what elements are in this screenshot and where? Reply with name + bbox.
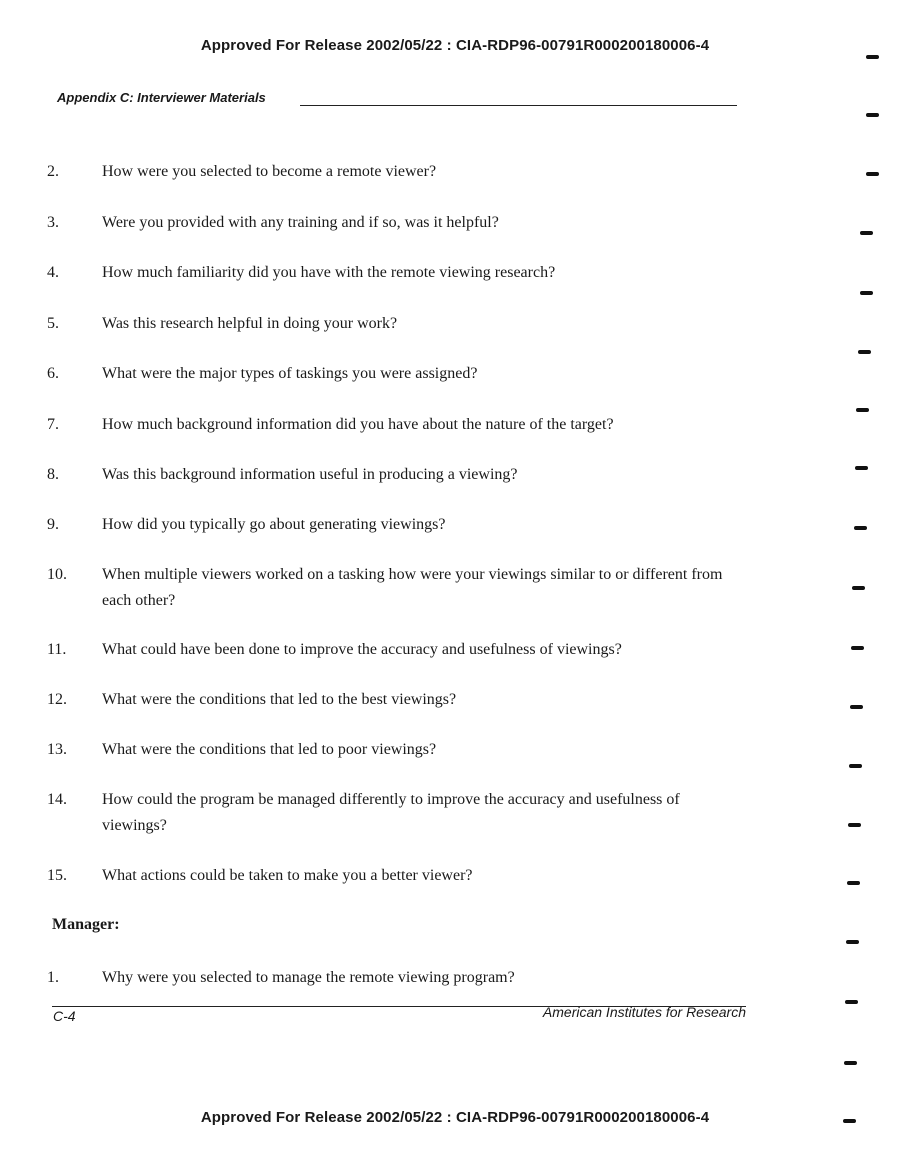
- footer-organization: American Institutes for Research: [542, 1004, 746, 1020]
- scan-edge-mark: [846, 940, 859, 944]
- scan-edge-mark: [866, 113, 879, 117]
- manager-heading: Manager:: [52, 916, 120, 933]
- scan-edge-mark: [858, 350, 871, 354]
- question-text: Was this research helpful in doing your work?: [102, 315, 398, 332]
- scan-edge-mark: [843, 1119, 856, 1123]
- question-number: 2.: [47, 163, 59, 180]
- question-number: 11.: [47, 641, 67, 658]
- question-number: 14.: [47, 791, 67, 808]
- question-text: What were the major types of taskings you were assigned?: [102, 365, 478, 382]
- question-number: 15.: [47, 867, 67, 884]
- question-number: 10.: [47, 566, 67, 583]
- question-text: When multiple viewers worked on a tasking how were your viewings similar to or different from each other?: [102, 566, 723, 609]
- scan-edge-mark: [866, 172, 879, 176]
- question-number: 5.: [47, 315, 59, 332]
- question-text: How did you typically go about generating viewings?: [102, 516, 446, 533]
- question-number: 12.: [47, 691, 67, 708]
- scan-edge-mark: [855, 466, 868, 470]
- question-number: 3.: [47, 214, 59, 231]
- question-text: What were the conditions that led to poor viewings?: [102, 741, 437, 758]
- page-number: C-4: [53, 1008, 76, 1024]
- question-number: 9.: [47, 516, 59, 533]
- question-number: 6.: [47, 365, 59, 382]
- scan-edge-mark: [847, 881, 860, 885]
- release-footer: Approved For Release 2002/05/22 : CIA-RDP96-00791R000200180006-4: [200, 1109, 710, 1126]
- scan-edge-mark: [849, 764, 862, 768]
- release-header: Approved For Release 2002/05/22 : CIA-RDP96-00791R000200180006-4: [200, 37, 710, 54]
- scan-edge-mark: [866, 55, 879, 59]
- scan-edge-mark: [856, 408, 869, 412]
- scan-edge-mark: [851, 646, 864, 650]
- question-text: Was this background information useful in producing a viewing?: [102, 466, 518, 483]
- scan-edge-mark: [848, 823, 861, 827]
- scan-edge-mark: [852, 586, 865, 590]
- question-number: 8.: [47, 466, 59, 483]
- question-number: 1.: [47, 969, 59, 986]
- question-text: How much familiarity did you have with the remote viewing research?: [102, 264, 556, 281]
- appendix-title: Appendix C: Interviewer Materials: [57, 90, 266, 105]
- scan-edge-mark: [850, 705, 863, 709]
- question-text: Were you provided with any training and if so, was it helpful?: [102, 214, 499, 231]
- scan-edge-mark: [854, 526, 867, 530]
- question-text: What could have been done to improve the accuracy and usefulness of viewings?: [102, 641, 622, 658]
- scan-edge-mark: [844, 1061, 857, 1065]
- scan-edge-mark: [845, 1000, 858, 1004]
- question-text: What actions could be taken to make you a better viewer?: [102, 867, 473, 884]
- scan-edge-mark: [860, 231, 873, 235]
- header-rule: [300, 105, 737, 106]
- question-text: How were you selected to become a remote viewer?: [102, 163, 437, 180]
- question-text: What were the conditions that led to the best viewings?: [102, 691, 457, 708]
- question-number: 4.: [47, 264, 59, 281]
- question-text: How much background information did you have about the nature of the target?: [102, 416, 614, 433]
- question-number: 7.: [47, 416, 59, 433]
- appendix-header: [57, 90, 737, 110]
- question-text: How could the program be managed differently to improve the accuracy and usefulness of viewings?: [102, 791, 680, 834]
- question-number: 13.: [47, 741, 67, 758]
- scan-edge-mark: [860, 291, 873, 295]
- question-text: Why were you selected to manage the remote viewing program?: [102, 969, 515, 986]
